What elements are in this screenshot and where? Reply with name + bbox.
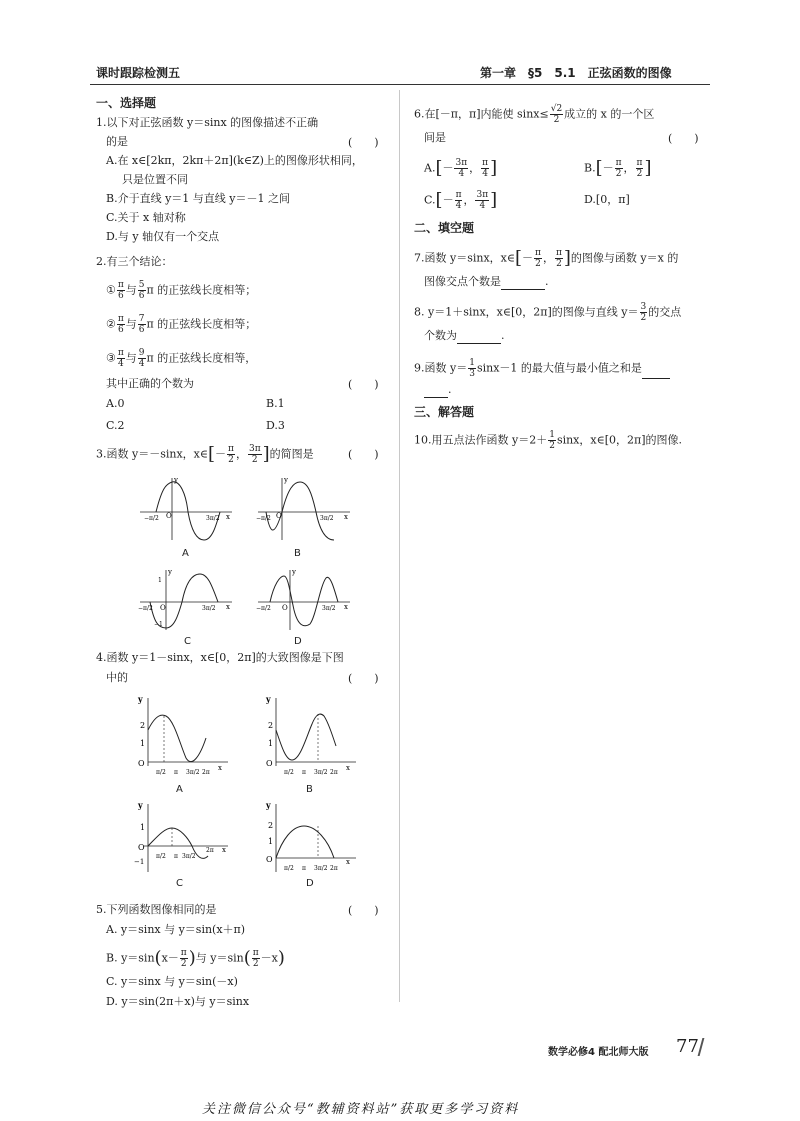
q2-conclusion-3: ③ $\frac{\pi}{4}$ 与 $\frac{9}{4}$ π 的正弦线长度相等， xyxy=(106,348,257,369)
svg-text:π: π xyxy=(302,865,306,872)
q3-graph-a-label: A xyxy=(182,548,189,559)
handwritten-footer-note: 关注微信公众号“教辅资料站”获取更多学习资料 xyxy=(202,1102,520,1117)
q2-conclusion-1: ① $\frac{\pi}{6}$ 与 $\frac{5}{6}$ π 的正弦线长度相等； xyxy=(106,280,257,301)
svg-text:O: O xyxy=(138,843,145,852)
svg-text:y: y xyxy=(138,694,143,704)
q4-graph-a xyxy=(134,694,234,776)
q8-stem-line1: 8. y＝1＋sinx，x∈[0，2π]的图像与直线 y＝ $\frac{3}{2}$ 的交点 xyxy=(414,302,682,323)
q5-option-c: C. y＝sinx 与 y＝sin(－x) xyxy=(106,975,238,988)
q6-option-a: A.[－ $\frac{3\pi}{4}$ ， $\frac{\pi}{4}$ ] xyxy=(424,157,498,179)
q10-stem: 10.用五点法作函数 y＝2＋ $\frac{1}{2}$ sinx，x∈[0，2π]的图像. xyxy=(414,430,683,451)
svg-text:1: 1 xyxy=(140,823,146,832)
q2-option-a: A.0 xyxy=(106,397,125,410)
svg-text:3π/2: 3π/2 xyxy=(186,769,200,776)
q2-ask: 其中正确的个数为 xyxy=(106,377,194,390)
q1-option-c: C.关于 x 轴对称 xyxy=(106,211,186,224)
q1-option-a-cont: 只是位置不同 xyxy=(122,173,188,186)
q7-stem-line1: 7.函数 y＝sinx，x∈[－ $\frac{\pi}{2}$ ， $\frac{\pi}{2}$ ]的图像与函数 y＝x 的 xyxy=(414,247,679,269)
section-solve: 三、解答题 xyxy=(414,405,475,419)
q9-stem-line1: 9.函数 y＝ $\frac{1}{3}$ sinx－1 的最大值与最小值之和是 xyxy=(414,358,670,379)
header-rule xyxy=(90,84,710,85)
q9-stem-line2: . xyxy=(424,382,452,398)
svg-text:x: x xyxy=(218,764,222,772)
q8-answer-blank[interactable] xyxy=(457,331,501,344)
q4-graph-d xyxy=(262,800,362,876)
q9-answer-blank[interactable] xyxy=(642,366,670,379)
q2-option-b: B.1 xyxy=(266,397,285,410)
svg-text:π/2: π/2 xyxy=(156,853,166,860)
q3-graph-c-label: C xyxy=(184,636,191,647)
svg-text:y: y xyxy=(284,476,288,484)
q3-stem: 3.函数 y＝－sinx，x∈[－ $\frac{\pi}{2}$ ， $\frac{3\pi}{2}$ ]的简图是 xyxy=(96,443,314,465)
q1-option-a: A.在 x∈[2kπ，2kπ＋2π](k∈Z)上的图像形状相同， xyxy=(106,154,363,167)
svg-text:x: x xyxy=(346,764,350,772)
q4-stem-line2: 中的 xyxy=(106,671,128,684)
q3-graph-b xyxy=(254,474,354,542)
q1-option-b: B.介于直线 y＝1 与直线 y＝－1 之间 xyxy=(106,192,290,205)
svg-text:3π/2: 3π/2 xyxy=(314,865,328,872)
svg-text:x: x xyxy=(226,603,230,611)
svg-text:O: O xyxy=(138,759,145,768)
svg-text:3π/2: 3π/2 xyxy=(314,769,328,776)
page-number: 77 xyxy=(676,1036,699,1057)
q5-option-b: B. y＝sin(x－ $\frac{\pi}{2}$ )与 y＝sin( $\frac{\pi}{2}$ －x) xyxy=(106,947,285,969)
q2-option-d: D.3 xyxy=(266,419,285,432)
section-fill: 二、填空题 xyxy=(414,221,475,235)
q5-option-a: A. y＝sinx 与 y＝sin(x＋π) xyxy=(106,923,246,936)
svg-text:y: y xyxy=(292,568,296,576)
svg-text:π/2: π/2 xyxy=(284,769,294,776)
q4-graph-b xyxy=(262,694,362,776)
svg-text:2π: 2π xyxy=(330,865,338,872)
q2-option-c: C.2 xyxy=(106,419,125,432)
svg-text:O: O xyxy=(160,604,166,612)
svg-text:y: y xyxy=(266,800,271,810)
svg-text:2: 2 xyxy=(268,721,274,730)
svg-text:1: 1 xyxy=(268,837,274,846)
svg-text:π: π xyxy=(174,769,178,776)
svg-text:y: y xyxy=(168,568,172,576)
svg-text:π/2: π/2 xyxy=(284,865,294,872)
q4-graph-a-label: A xyxy=(176,784,183,795)
q1-answer-paren: ( ) xyxy=(348,136,379,149)
q2-stem: 2.有三个结论： xyxy=(96,255,173,268)
chapter-title: 第一章 §5 5.1 正弦函数的图像 xyxy=(480,66,672,80)
q4-graph-c-label: C xyxy=(176,878,183,889)
q1-stem-line1: 1.以下对正弦函数 y＝sinx 的图像描述不正确 xyxy=(96,116,319,129)
svg-text:y: y xyxy=(266,694,271,704)
svg-text:3π/2: 3π/2 xyxy=(206,515,220,522)
svg-text:−π/2: −π/2 xyxy=(138,605,153,612)
svg-text:O: O xyxy=(266,759,273,768)
q5-answer-paren: ( ) xyxy=(348,904,379,917)
svg-text:x: x xyxy=(226,513,230,521)
q6-option-c: C.[－ $\frac{\pi}{4}$ ， $\frac{3\pi}{4}$ ] xyxy=(424,189,498,211)
svg-text:x: x xyxy=(344,513,348,521)
svg-text:3π/2: 3π/2 xyxy=(202,605,216,612)
svg-text:−π/2: −π/2 xyxy=(256,605,271,612)
q4-graph-b-label: B xyxy=(306,784,313,795)
svg-text:1: 1 xyxy=(140,739,146,748)
q7-stem-line2: 图像交点个数是 . xyxy=(424,275,549,288)
q6-answer-paren: ( ) xyxy=(668,132,699,145)
section-choice: 一、选择题 xyxy=(96,96,157,110)
q4-answer-paren: ( ) xyxy=(348,672,379,685)
q3-graph-c xyxy=(136,566,236,632)
svg-text:1: 1 xyxy=(268,739,274,748)
q4-graph-c xyxy=(134,800,234,876)
q5-stem: 5.下列函数图像相同的是 xyxy=(96,903,217,916)
svg-text:−1: −1 xyxy=(134,858,145,866)
svg-text:y: y xyxy=(174,476,178,484)
q6-option-d: D.[0，π] xyxy=(584,193,630,206)
svg-text:3π/2: 3π/2 xyxy=(322,605,336,612)
svg-text:2: 2 xyxy=(268,821,274,830)
q3-graph-d xyxy=(254,566,354,632)
q4-stem-line1: 4.函数 y＝1－sinx，x∈[0，2π]的大致图像是下图 xyxy=(96,651,344,664)
q8-stem-line2: 个数为 . xyxy=(424,329,505,342)
q6-option-b: B.[－ $\frac{\pi}{2}$ ， $\frac{\pi}{2}$ ] xyxy=(584,157,652,179)
svg-text:π: π xyxy=(174,853,178,860)
svg-text:y: y xyxy=(138,800,143,810)
q4-graph-d-label: D xyxy=(306,878,314,889)
svg-text:π: π xyxy=(302,769,306,776)
svg-text:−1: −1 xyxy=(154,621,163,628)
svg-text:3π/2: 3π/2 xyxy=(182,853,196,860)
q3-graph-b-label: B xyxy=(294,548,301,559)
q1-stem-line2: 的是 xyxy=(106,135,128,148)
svg-text:x: x xyxy=(346,858,350,866)
q6-stem-line1: 6.在[－π，π]内能使 sinx≤ $\frac{√2}{2}$ 成立的 x 的一个区 xyxy=(414,104,655,125)
svg-text:x: x xyxy=(222,846,226,854)
svg-text:1: 1 xyxy=(158,577,162,584)
svg-text:O: O xyxy=(276,512,282,520)
q7-answer-blank[interactable] xyxy=(501,277,545,290)
q2-answer-paren: ( ) xyxy=(348,378,379,391)
svg-text:3π/2: 3π/2 xyxy=(320,515,334,522)
q2-conclusion-2: ② $\frac{\pi}{6}$ 与 $\frac{7}{6}$ π 的正弦线长度相等； xyxy=(106,314,257,335)
svg-text:x: x xyxy=(344,603,348,611)
q3-graph-d-label: D xyxy=(294,636,302,647)
q1-option-d: D.与 y 轴仅有一个交点 xyxy=(106,230,220,243)
q5-option-d: D. y＝sin(2π＋x)与 y＝sinx xyxy=(106,995,250,1008)
book-tag: 数学必修4 配北师大版 xyxy=(548,1047,649,1058)
column-divider xyxy=(399,90,400,1002)
svg-text:O: O xyxy=(282,604,288,612)
svg-text:O: O xyxy=(166,512,172,520)
svg-text:2π: 2π xyxy=(202,769,210,776)
q6-stem-line2: 间是 xyxy=(424,131,446,144)
svg-text:−π/2: −π/2 xyxy=(144,515,159,522)
svg-text:2π: 2π xyxy=(206,847,214,854)
lesson-title: 课时跟踪检测五 xyxy=(96,66,181,80)
svg-text:2: 2 xyxy=(140,721,146,730)
q9-answer-blank-cont[interactable] xyxy=(424,385,448,398)
svg-text:2π: 2π xyxy=(330,769,338,776)
q3-answer-paren: ( ) xyxy=(348,448,379,461)
svg-text:−π/2: −π/2 xyxy=(256,515,271,522)
svg-text:O: O xyxy=(266,855,273,864)
svg-text:π/2: π/2 xyxy=(156,769,166,776)
q3-graph-a xyxy=(136,474,236,542)
